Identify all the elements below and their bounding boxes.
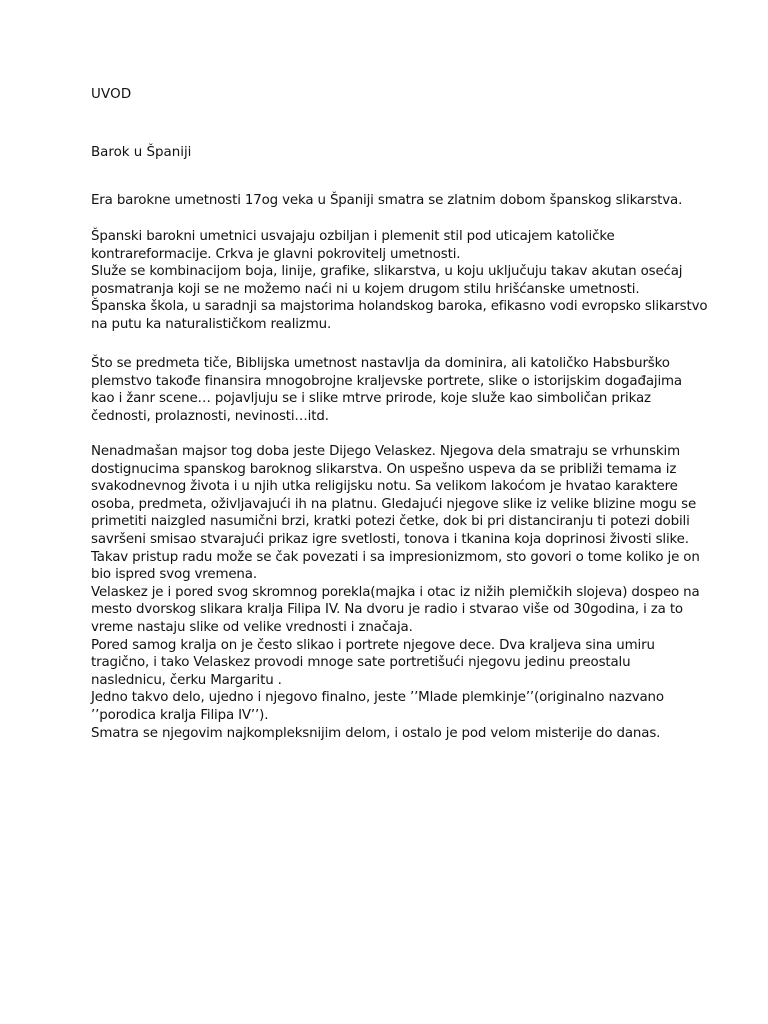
paragraph-line: osoba, predmeta, oživljavajući ih na platnu. Gledajući njegove slike iz velike blizine mogu se — [91, 496, 697, 512]
paragraph-line: vreme nastaju slike od velike vrednosti i značaja. — [91, 619, 413, 635]
paragraph-line: Španski barokni umetnici usvajaju ozbiljan i plemenit stil pod uticajem katoličke — [91, 229, 615, 244]
paragraph-line: dostignucima spanskog baroknog slikarstva. On uspešno uspeva da se približi temama iz — [91, 461, 677, 477]
paragraph-line: primetiti naizgled nasumični brzi, kratki potezi četke, dok bi pri distanciranju ti potezi dobili — [91, 514, 690, 530]
paragraph-line: kao i žanr scene… pojavljuju se i slike mtrve prirode, koje služe kao simboličan prikaz — [91, 391, 651, 407]
paragraph-line: naslednicu, čerku Margaritu . — [91, 672, 282, 688]
paragraph-line: Služe se kombinacijom boja, linije, grafike, slikarstva, u koju uključuju takav akutan osećaj — [91, 264, 683, 280]
paragraph-1 — [91, 228, 708, 334]
paragraph-line: mesto dvorskog slikara kralja Filipa IV. Na dvoru je radio i stvarao više od 30godina, i za to — [91, 602, 683, 618]
paragraph-line: Takav pristup radu može se čak povezati i sa impresionizmom, sto govori o tome koliko je on — [91, 549, 700, 565]
paragraph-line: Velaskez je i pored svog skromnog porekla(majka i otac iz nižih plemičkih slojeva) dospeo na — [91, 584, 700, 600]
paragraph-line: tragično, i tako Velaskez provodi mnoge sate portretišući njegovu jedinu preostalu — [91, 655, 631, 671]
paragraph-line: Smatra se njegovim najkompleksnijim delom, i ostalo je pod velom misterije do danas. — [91, 725, 661, 741]
paragraph-line: Španska škola, u saradnji sa majstorima holandskog baroka, efikasno vodi evropsko slikarstvo — [91, 299, 708, 315]
section-title: Barok u Španiji — [91, 145, 192, 160]
paragraph-3 — [91, 443, 700, 742]
paragraph-line: na putu ka naturalističkom realizmu. — [91, 316, 332, 332]
paragraph-line: kontrareformacije. Crkva je glavni pokrovitelj umetnosti. — [91, 246, 461, 262]
paragraph-line: ’’porodica kralja Filipa IV’’). — [91, 707, 269, 723]
paragraph-line: Jedno takvo delo, ujedno i njegovo finalno, jeste ’’Mlade plemkinje’’(originalno nazvano — [91, 690, 664, 706]
paragraph-2 — [91, 355, 691, 425]
document-heading: UVOD — [91, 87, 132, 102]
paragraph-line: svakodnevnog života i u njih utka religijsku notu. Sa velikom lakoćom je hvatao karaktere — [91, 479, 678, 495]
paragraph-line: Što se predmeta tiče, Biblijska umetnost nastavlja da dominira, ali katoličko Habsburško — [91, 356, 670, 371]
intro-paragraph — [91, 192, 691, 210]
paragraph-line: savršeni smisao stvarajući prikaz igre svetlosti, tonova i tkanina koja doprinosi živosti slike. — [91, 531, 689, 547]
paragraph-line: čednosti, prolaznosti, nevinosti…itd. — [91, 408, 329, 424]
paragraph-line: bio ispred svog vremena. — [91, 567, 257, 583]
paragraph-line: posmatranja koji se ne možemo naći ni u kojem drugom stilu hrišćanske umetnosti. — [91, 281, 640, 297]
paragraph-line: Pored samog kralja on je često slikao i portrete njegove dece. Dva kraljeva sina umiru — [91, 637, 655, 653]
paragraph-line: Nenadmašan majsor tog doba jeste Dijego Velaskez. Njegova dela smatraju se vrhunskim — [91, 444, 680, 459]
paragraph-line: Era barokne umetnosti 17og veka u Španiji smatra se zlatnim dobom španskog slikarstva. — [91, 193, 683, 208]
paragraph-line: plemstvo takođe finansira mnogobrojne kraljevske portrete, slike o istorijskim događajima — [91, 373, 682, 389]
